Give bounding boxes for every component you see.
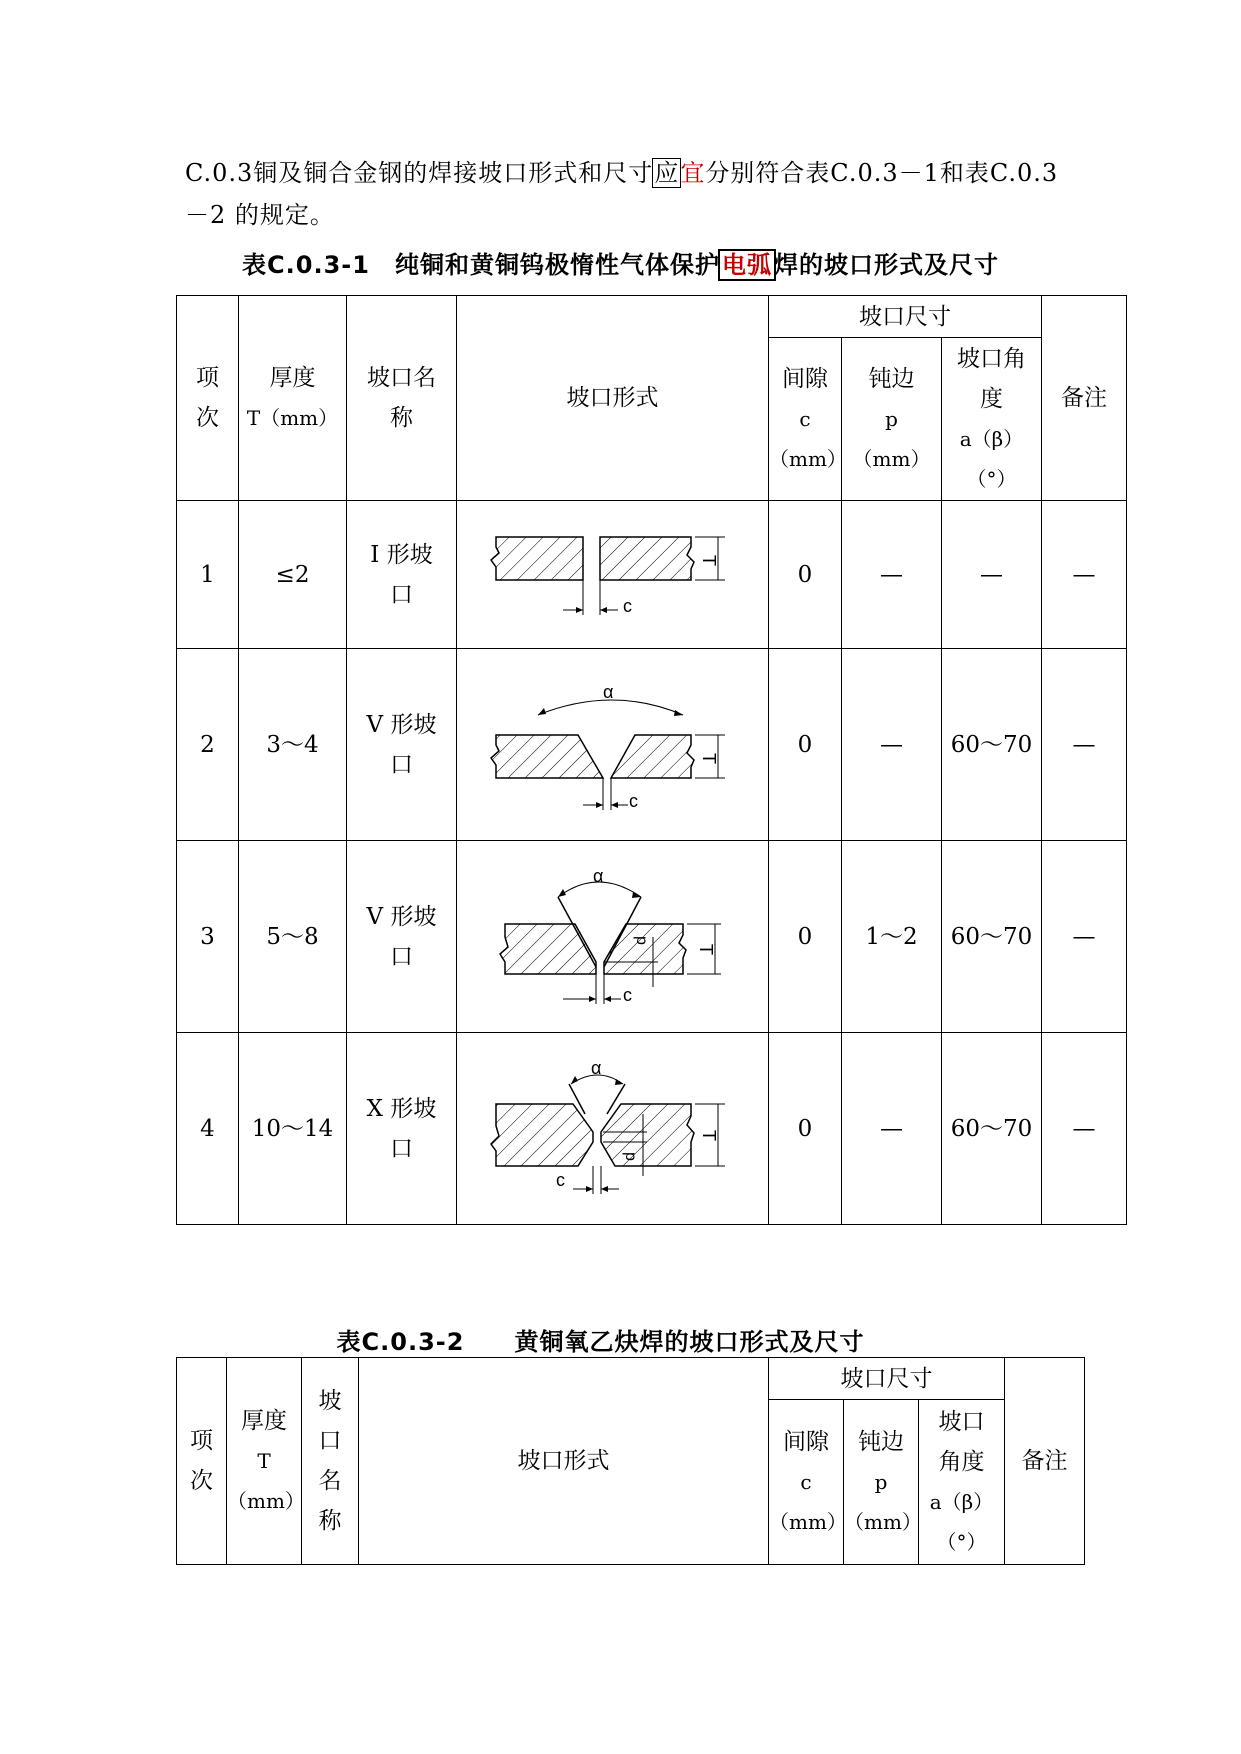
row2-name-l2: 口 [390, 751, 413, 778]
x-groove-diagram [463, 1054, 763, 1204]
label-alpha: α [602, 681, 613, 702]
row4-item: 4 [177, 1033, 239, 1225]
header-name-l2: 称 [390, 405, 413, 431]
table-row [177, 649, 1127, 841]
header-form: 坡口形式 [457, 296, 769, 501]
t2-header-form: 坡口形式 [359, 1358, 769, 1565]
row2-remark: — [1042, 649, 1127, 841]
label-c: c [555, 1169, 565, 1190]
intro-text-cont: 分别符合表C.0.3－1和表C.0.3 [705, 159, 1059, 187]
t2-header-gap [769, 1400, 847, 1565]
row3-land: 1～2 [842, 841, 942, 1033]
label-T: T [695, 943, 716, 955]
header-thickness-l2: T（mm） [246, 406, 339, 430]
table1 [176, 295, 1127, 1225]
row3-item: 3 [177, 841, 239, 1033]
row2-name [347, 649, 457, 841]
row3-diagram-cell [457, 841, 769, 1033]
row4-name [347, 1033, 457, 1225]
row1-name-l2: 口 [390, 581, 413, 608]
intro-red-word: 宜 [680, 159, 706, 187]
intro-paragraph [185, 152, 1085, 236]
row3-gap: 0 [769, 841, 842, 1033]
row1-land: — [842, 501, 942, 649]
t2-header-gap-l3: （mm） [769, 1510, 847, 1534]
header-item-l2: 次 [196, 405, 219, 431]
v-groove-land-diagram [463, 862, 763, 1012]
header-item [177, 296, 239, 501]
header-name [347, 296, 457, 501]
header-thickness [239, 296, 347, 501]
t2-header-thickness-l3: （mm） [227, 1489, 305, 1513]
header-land [842, 338, 942, 501]
table-row [177, 501, 1127, 649]
row1-name [347, 501, 457, 649]
row2-land: — [842, 649, 942, 841]
row1-gap: 0 [769, 501, 842, 649]
row2-diagram-cell [457, 649, 769, 841]
row3-name-l2: 口 [390, 943, 413, 970]
label-p: p [621, 1151, 639, 1161]
t2-header-thickness [227, 1358, 305, 1565]
t2-header-land-l2: p [874, 1470, 888, 1494]
table-row [177, 1033, 1127, 1225]
header-thickness-l1: 厚度 [269, 365, 316, 391]
t2-header-remark: 备注 [1005, 1358, 1085, 1565]
header-angle-l2: 度 [980, 386, 1003, 412]
table2-caption: 表C.0.3-2 黄铜氧乙炔焊的坡口形式及尺寸 [336, 1328, 865, 1356]
row1-diagram-cell [457, 501, 769, 649]
label-c: c [622, 984, 632, 1005]
t2-header-item [177, 1358, 227, 1565]
t2-header-thickness-l2: T [257, 1449, 271, 1473]
row3-name-l1: V 形坡 [366, 903, 437, 930]
t2-header-thickness-l1: 厚度 [241, 1408, 287, 1434]
header-land-l3: （mm） [852, 447, 931, 471]
row4-thickness: 10～14 [239, 1033, 347, 1225]
v-groove-diagram [463, 670, 763, 820]
row2-angle: 60～70 [942, 649, 1042, 841]
intro-boxed-word: 应 [654, 159, 680, 187]
row1-item: 1 [177, 501, 239, 649]
label-p: p [632, 935, 650, 945]
row2-item: 2 [177, 649, 239, 841]
t2-header-name-l1: 坡 [318, 1388, 342, 1414]
row3-name [347, 841, 457, 1033]
header-land-l1: 钝边 [868, 366, 915, 392]
header-land-l2: p [885, 407, 898, 431]
table-row [177, 841, 1127, 1033]
label-T: T [698, 752, 719, 764]
t2-header-item-l1: 项 [190, 1428, 213, 1454]
row4-land: — [842, 1033, 942, 1225]
table1-caption-highlight: 电弧 [721, 251, 772, 279]
row2-gap: 0 [769, 649, 842, 841]
row3-angle: 60～70 [942, 841, 1042, 1033]
row4-name-l2: 口 [390, 1135, 413, 1162]
t2-header-gap-l1: 间隙 [783, 1429, 829, 1455]
t2-header-name [302, 1358, 359, 1565]
row3-thickness: 5～8 [239, 841, 347, 1033]
t2-header-land-l1: 钝边 [858, 1429, 904, 1455]
table1-caption-post: 焊的坡口形式及尺寸 [773, 251, 999, 279]
row4-name-l1: X 形坡 [366, 1095, 437, 1122]
row4-gap: 0 [769, 1033, 842, 1225]
label-alpha: α [592, 865, 603, 886]
t2-header-angle-l3: a（β） [929, 1490, 994, 1514]
table1-caption-pre: 表C.0.3-1 纯铜和黄铜钨极惰性气体保护 [242, 251, 720, 279]
label-c: c [628, 790, 638, 811]
row4-remark: — [1042, 1033, 1127, 1225]
header-gap [769, 338, 847, 501]
t2-header-dims: 坡口尺寸 [769, 1358, 1005, 1400]
row4-angle: 60～70 [942, 1033, 1042, 1225]
header-remark: 备注 [1042, 296, 1127, 501]
t2-header-angle [919, 1400, 1005, 1565]
row2-name-l1: V 形坡 [366, 711, 437, 738]
t2-header-name-l3: 名 [318, 1468, 342, 1494]
label-c: c [622, 595, 632, 616]
row1-name-l1: I 形坡 [370, 541, 433, 568]
intro-text: C.0.3铜及铜合金钢的焊接坡口形式和尺寸 [185, 159, 654, 187]
row2-thickness: 3～4 [239, 649, 347, 841]
t2-header-angle-l1: 坡口 [938, 1409, 985, 1435]
row1-angle: — [942, 501, 1042, 649]
header-gap-l1: 间隙 [782, 366, 828, 392]
t2-header-gap-l2: c [800, 1470, 812, 1494]
t2-header-name-l2: 口 [318, 1428, 342, 1454]
t2-header-land [844, 1400, 922, 1565]
row1-remark: — [1042, 501, 1127, 649]
header-gap-l3: （mm） [769, 447, 847, 471]
header-name-l1: 坡口名 [367, 365, 436, 391]
header-angle-l3: a（β） [959, 427, 1024, 451]
row4-diagram-cell [457, 1033, 769, 1225]
intro-line2: －2 的规定。 [185, 201, 335, 229]
header-angle-l1: 坡口角 [957, 346, 1026, 372]
header-dims: 坡口尺寸 [769, 296, 1042, 338]
header-gap-l2: c [799, 407, 811, 431]
t2-header-name-l4: 称 [318, 1508, 342, 1534]
header-item-l1: 项 [196, 365, 219, 391]
i-groove-diagram [463, 515, 763, 635]
t2-header-angle-l4: （°） [936, 1530, 987, 1554]
label-alpha: α [590, 1057, 601, 1078]
label-T: T [698, 1129, 719, 1141]
row1-thickness: ≤2 [239, 501, 347, 649]
header-angle-l4: （°） [966, 467, 1017, 491]
t2-header-item-l2: 次 [190, 1468, 213, 1494]
table2 [176, 1357, 1085, 1565]
label-T: T [698, 554, 719, 566]
t2-header-angle-l2: 角度 [938, 1449, 985, 1475]
t2-header-land-l3: （mm） [844, 1510, 922, 1534]
table1-caption [0, 245, 1241, 280]
header-angle [942, 338, 1042, 501]
row3-remark: — [1042, 841, 1127, 1033]
